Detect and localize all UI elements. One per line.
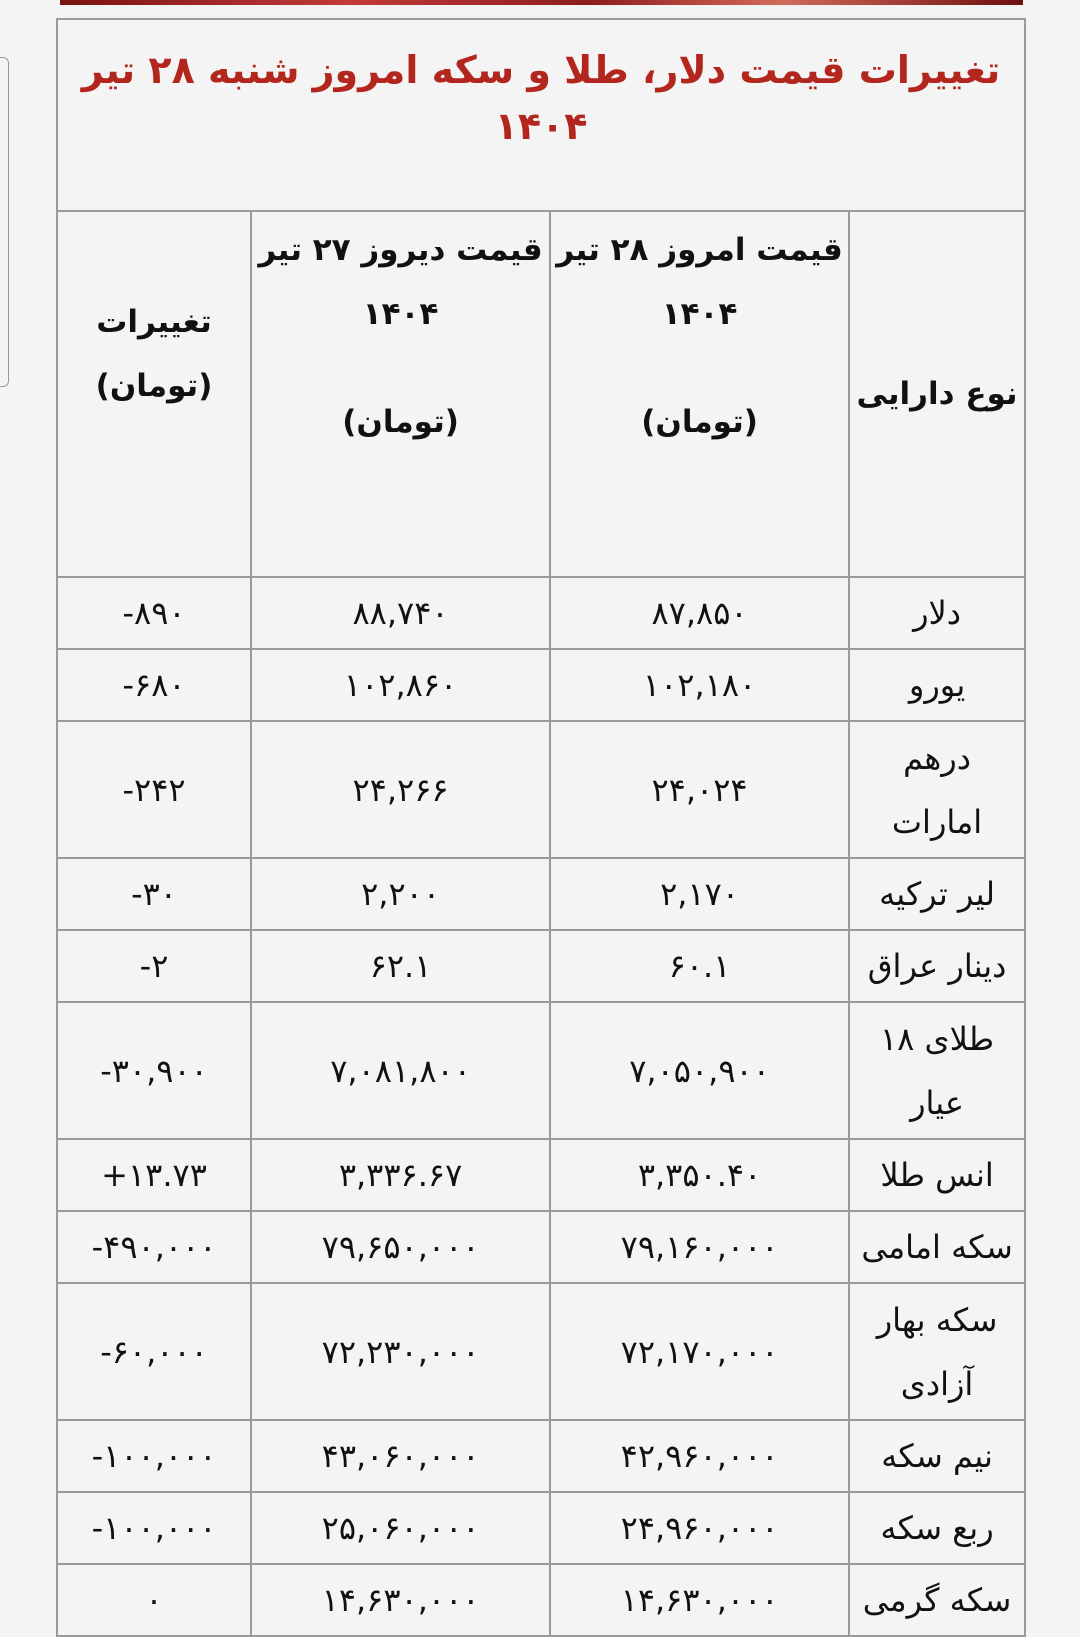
table-row	[57, 1002, 1025, 1139]
asset-name-cell: درهم امارات	[849, 721, 1025, 858]
header-today-price-line1: قیمت امروز ۲۸ تیر	[556, 232, 843, 268]
scroll-edge-bracket	[0, 57, 9, 387]
change-cell: -۲۴۲	[57, 721, 251, 858]
today-price-cell: ۱۰۲,۱۸۰	[550, 649, 849, 721]
header-yesterday-price	[251, 211, 550, 577]
header-today-price	[550, 211, 849, 577]
asset-name-cell: سکه گرمی	[849, 1564, 1025, 1636]
today-price-cell: ۶۰.۱	[550, 930, 849, 1002]
asset-name-cell: لیر ترکیه	[849, 858, 1025, 930]
yesterday-price-cell: ۳,۳۳۶.۶۷	[251, 1139, 550, 1211]
table-row	[57, 1420, 1025, 1492]
header-yesterday-price-line2: ۱۴۰۴	[362, 296, 439, 332]
change-cell: -۸۹۰	[57, 577, 251, 649]
title-row	[57, 19, 1025, 211]
today-price-cell: ۷,۰۵۰,۹۰۰	[550, 1002, 849, 1139]
header-change-unit: (تومان)	[95, 368, 213, 404]
change-cell: -۴۹۰,۰۰۰	[57, 1211, 251, 1283]
asset-name-cell: طلای ۱۸ عیار	[849, 1002, 1025, 1139]
change-cell: -۶۰,۰۰۰	[57, 1283, 251, 1420]
change-cell: ۰	[57, 1564, 251, 1636]
header-yesterday-price-line1: قیمت دیروز ۲۷ تیر	[258, 232, 543, 268]
table-row	[57, 1211, 1025, 1283]
asset-name-cell: دینار عراق	[849, 930, 1025, 1002]
price-table	[56, 18, 1026, 1637]
today-price-cell: ۷۹,۱۶۰,۰۰۰	[550, 1211, 849, 1283]
today-price-cell: ۲۴,۰۲۴	[550, 721, 849, 858]
asset-name-cell: دلار	[849, 577, 1025, 649]
header-today-price-unit: (تومان)	[641, 404, 758, 440]
table-row	[57, 1139, 1025, 1211]
today-price-cell: ۲۴,۹۶۰,۰۰۰	[550, 1492, 849, 1564]
yesterday-price-cell: ۴۳,۰۶۰,۰۰۰	[251, 1420, 550, 1492]
header-today-price-line2: ۱۴۰۴	[661, 296, 738, 332]
change-cell: -۱۰۰,۰۰۰	[57, 1420, 251, 1492]
today-price-cell: ۳,۳۵۰.۴۰	[550, 1139, 849, 1211]
table-row	[57, 577, 1025, 649]
header-asset-type	[849, 211, 1025, 577]
asset-name-cell: سکه بهار آزادی	[849, 1283, 1025, 1420]
title-cell	[57, 19, 1025, 211]
today-price-cell: ۸۷,۸۵۰	[550, 577, 849, 649]
yesterday-price-cell: ۷,۰۸۱,۸۰۰	[251, 1002, 550, 1139]
table-row	[57, 1492, 1025, 1564]
header-asset-type-label: نوع دارایی	[856, 376, 1018, 412]
change-cell: -۳۰	[57, 858, 251, 930]
yesterday-price-cell: ۲۴,۲۶۶	[251, 721, 550, 858]
asset-name-cell: انس طلا	[849, 1139, 1025, 1211]
table-row	[57, 1564, 1025, 1636]
table-row	[57, 1283, 1025, 1420]
yesterday-price-cell: ۱۰۲,۸۶۰	[251, 649, 550, 721]
today-price-cell: ۱۴,۶۳۰,۰۰۰	[550, 1564, 849, 1636]
table-row	[57, 930, 1025, 1002]
today-price-cell: ۷۲,۱۷۰,۰۰۰	[550, 1283, 849, 1420]
table-row	[57, 721, 1025, 858]
asset-name-cell: سکه امامی	[849, 1211, 1025, 1283]
table-title: تغییرات قیمت دلار، طلا و سکه امروز شنبه ۲۸ تیر ۱۴۰۴	[81, 48, 1001, 148]
change-cell: -۱۰۰,۰۰۰	[57, 1492, 251, 1564]
change-cell: -۳۰,۹۰۰	[57, 1002, 251, 1139]
yesterday-price-cell: ۲,۲۰۰	[251, 858, 550, 930]
yesterday-price-cell: ۷۲,۲۳۰,۰۰۰	[251, 1283, 550, 1420]
today-price-cell: ۴۲,۹۶۰,۰۰۰	[550, 1420, 849, 1492]
yesterday-price-cell: ۷۹,۶۵۰,۰۰۰	[251, 1211, 550, 1283]
change-cell: -۶۸۰	[57, 649, 251, 721]
asset-name-cell: نیم سکه	[849, 1420, 1025, 1492]
yesterday-price-cell: ۲۵,۰۶۰,۰۰۰	[251, 1492, 550, 1564]
asset-name-cell: ربع سکه	[849, 1492, 1025, 1564]
top-image-strip	[60, 0, 1023, 5]
yesterday-price-cell: ۸۸,۷۴۰	[251, 577, 550, 649]
header-row	[57, 211, 1025, 577]
header-change	[57, 211, 251, 577]
header-yesterday-price-unit: (تومان)	[342, 404, 459, 440]
change-cell: -۲	[57, 930, 251, 1002]
asset-name-cell: یورو	[849, 649, 1025, 721]
today-price-cell: ۲,۱۷۰	[550, 858, 849, 930]
table-row	[57, 649, 1025, 721]
header-change-label: تغییرات	[96, 304, 212, 340]
table-row	[57, 858, 1025, 930]
change-cell: +۱۳.۷۳	[57, 1139, 251, 1211]
yesterday-price-cell: ۱۴,۶۳۰,۰۰۰	[251, 1564, 550, 1636]
yesterday-price-cell: ۶۲.۱	[251, 930, 550, 1002]
